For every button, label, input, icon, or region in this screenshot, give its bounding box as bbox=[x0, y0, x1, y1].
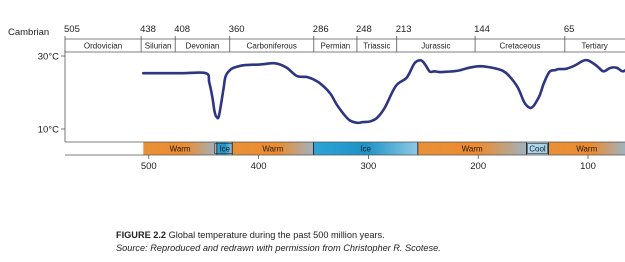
temperature-line bbox=[143, 60, 625, 123]
band-label: Warm bbox=[169, 144, 191, 154]
climate-band-bar bbox=[65, 142, 625, 155]
band-label: Ice bbox=[360, 144, 371, 154]
x-tick-label: 300 bbox=[360, 161, 377, 172]
caption-source: Source: Reproduced and redrawn with permission from Christopher R. Scotese. bbox=[116, 243, 441, 253]
band-label: Warm bbox=[262, 144, 284, 154]
figure-caption bbox=[116, 229, 441, 255]
boundary-label: 144 bbox=[474, 24, 490, 35]
period-label: Permian bbox=[320, 41, 351, 51]
boundary-header-label: Cambrian bbox=[8, 27, 50, 38]
period-label: Silurian bbox=[144, 41, 172, 51]
temperature-series bbox=[143, 60, 625, 123]
period-label: Carboniferous bbox=[246, 41, 297, 51]
boundary-label: 65 bbox=[563, 24, 575, 35]
boundary-label: 213 bbox=[395, 24, 412, 35]
y-tick-label: 30°C bbox=[37, 51, 59, 63]
boundary-label: 408 bbox=[174, 24, 191, 35]
x-tick-label: 400 bbox=[250, 161, 267, 172]
boundary-label: 360 bbox=[228, 24, 245, 35]
period-label: Devonian bbox=[185, 41, 220, 51]
boundary-label: 286 bbox=[312, 24, 329, 35]
x-tick-label: 500 bbox=[140, 161, 157, 172]
period-header bbox=[8, 24, 625, 52]
band-label: Warm bbox=[461, 144, 483, 154]
period-label: Tertiary bbox=[581, 41, 608, 51]
boundary-label: 505 bbox=[64, 24, 80, 35]
x-tick-label: 200 bbox=[470, 161, 487, 172]
boundary-label: 438 bbox=[140, 24, 156, 35]
period-label: Ordovician bbox=[83, 41, 123, 51]
caption-line bbox=[116, 229, 441, 242]
period-label: Triassic bbox=[363, 41, 391, 51]
x-tick-label: 100 bbox=[580, 161, 596, 172]
boundary-label: 248 bbox=[355, 24, 372, 35]
y-tick-label: 10°C bbox=[37, 124, 59, 136]
band-label: Warm bbox=[576, 144, 598, 154]
figure-label: FIGURE 2.2 bbox=[116, 230, 167, 240]
caption-text: Global temperature during the past 500 million years. bbox=[168, 230, 385, 240]
period-label: Jurassic bbox=[421, 41, 451, 51]
band-label: Cool bbox=[529, 144, 546, 154]
band-label: Ice bbox=[219, 144, 230, 154]
period-label: Cretaceous bbox=[499, 41, 541, 51]
